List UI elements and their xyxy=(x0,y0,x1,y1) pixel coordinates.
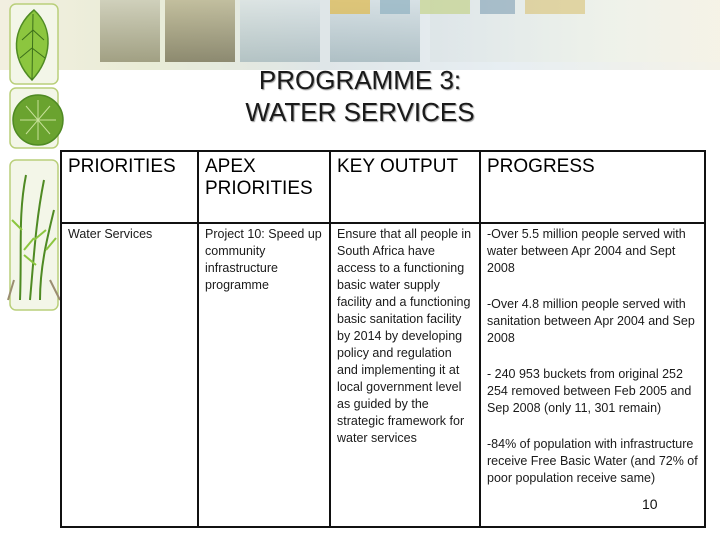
header-priorities: PRIORITIES xyxy=(61,151,198,223)
progress-item: -Over 5.5 million people served with water between Apr 2004 and Sept 2008 xyxy=(487,227,686,275)
header-key-output: KEY OUTPUT xyxy=(330,151,480,223)
banner-mosaic-tile xyxy=(380,0,410,14)
banner-mosaic-tile xyxy=(525,0,585,14)
cell-progress xyxy=(480,223,705,527)
slide-title xyxy=(150,64,570,128)
leaf-decoration xyxy=(0,0,66,330)
banner-photo-person xyxy=(165,0,235,62)
header-banner xyxy=(0,0,720,70)
table-row xyxy=(61,223,705,527)
header-apex-priorities: APEX PRIORITIES xyxy=(198,151,330,223)
cell-key-output: Ensure that all people in South Africa have access to a functioning basic water supply facility and a functioning basic sanitation facility by 2014 by developing policy and regulation and implementing it at local government level as guided by the strategic framework for water services xyxy=(330,223,480,527)
programme-table xyxy=(60,150,706,528)
progress-item: -84% of population with infrastructure receive Free Basic Water (and 72% of poor population receive same) xyxy=(487,437,698,485)
banner-photo-building xyxy=(100,0,160,62)
cell-priority: Water Services xyxy=(61,223,198,527)
slide-title-line1: PROGRAMME 3: xyxy=(258,65,462,95)
banner-mosaic-tile xyxy=(420,0,470,14)
slide-title-line2: WATER SERVICES xyxy=(245,97,475,127)
page-number: 10 xyxy=(642,496,658,512)
leaf-icon-group xyxy=(0,0,66,330)
banner-mosaic-tile xyxy=(330,0,370,14)
banner-photo-water xyxy=(240,0,320,62)
header-progress: PROGRESS xyxy=(480,151,705,223)
progress-item: - 240 953 buckets from original 252 254 removed between Feb 2005 and Sep 2008 (only 11, 301 remain) xyxy=(487,367,692,415)
cell-apex-priority: Project 10: Speed up community infrastructure programme xyxy=(198,223,330,527)
banner-mosaic-tile xyxy=(480,0,515,14)
table-header-row xyxy=(61,151,705,223)
progress-item: -Over 4.8 million people served with sanitation between Apr 2004 and Sep 2008 xyxy=(487,297,695,345)
